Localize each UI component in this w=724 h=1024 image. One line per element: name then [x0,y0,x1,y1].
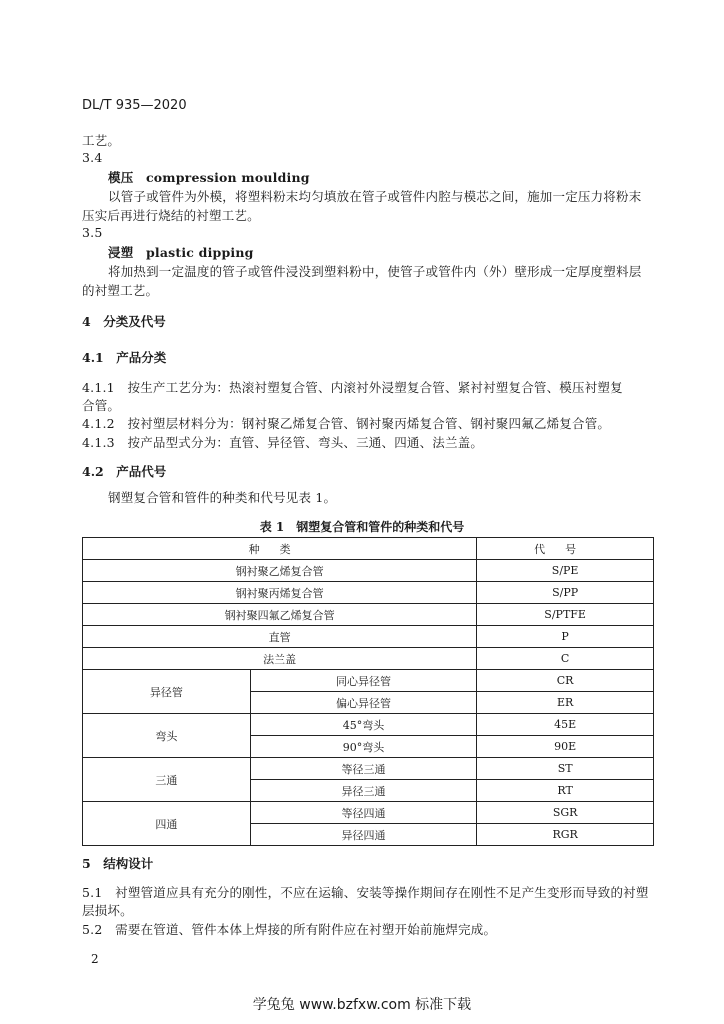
subtype-cell: 异径三通 [250,780,477,802]
definition-3-4-line2: 压实后再进行烧结的衬塑工艺。 [82,208,260,223]
definition-3-5-line1: 将加热到一定温度的管子或管件浸没到塑料粉中，使管子或管件内（外）壁形成一定厚度塑料层 [108,264,642,279]
section-4-heading: 4 分类及代号 [82,314,166,329]
code-cell: S/PE [477,560,654,582]
table-row [83,582,654,604]
subtype-cell: 等径四通 [250,802,477,824]
clause-number-3-5: 3.5 [82,225,103,240]
table-row [83,758,654,780]
subtype-cell: 同心异径管 [250,670,477,692]
term-3-4-zh: 模压 [108,170,134,185]
clause-4-1-1-line1: 4.1.1 按生产工艺分为：热滚衬塑复合管、内滚衬外浸塑复合管、紧衬衬塑复合管、模压衬塑复 [82,380,623,395]
type-cell: 钢衬聚丙烯复合管 [83,582,477,604]
code-cell: S/PTFE [477,604,654,626]
term-3-5-en: plastic dipping [145,245,254,260]
subtype-cell: 异径四通 [250,824,477,846]
table-row [83,560,654,582]
clause-5-1-line2: 层损坏。 [82,903,133,918]
section-5-heading: 5 结构设计 [82,856,154,871]
table-row [83,714,654,736]
table-row [83,802,654,824]
product-code-table [82,537,654,846]
clause-5-1-line1: 5.1 衬塑管道应具有充分的刚性，不应在运输、安装等操作期间存在刚性不足产生变形而导致的衬塑 [82,885,649,900]
term-3-5 [108,243,254,261]
code-cell: P [477,626,654,648]
subtype-cell: 等径三通 [250,758,477,780]
term-3-4 [108,168,310,186]
subtype-cell: 45°弯头 [250,714,477,736]
clause-4-1-2: 4.1.2 按衬塑层材料分为：钢衬聚乙烯复合管、钢衬聚丙烯复合管、钢衬聚四氟乙烯复合管。 [82,416,611,431]
section-4-1-heading: 4.1 产品分类 [82,350,167,365]
code-cell: ER [477,692,654,714]
subtype-cell: 90°弯头 [250,736,477,758]
code-cell: 45E [477,714,654,736]
group-cell: 三通 [83,758,251,802]
page-number: 2 [91,952,99,966]
type-cell: 法兰盖 [83,648,477,670]
document-header: DL/T 935—2020 [82,98,187,113]
table-row [83,648,654,670]
clause-number-3-4: 3.4 [82,150,103,165]
subtype-cell: 偏心异径管 [250,692,477,714]
continued-text: 工艺。 [82,133,121,148]
code-cell: RT [477,780,654,802]
clause-5-2: 5.2 需要在管道、管件本体上焊接的所有附件应在衬塑开始前施焊完成。 [82,922,497,937]
group-cell: 弯头 [83,714,251,758]
footer-watermark: 学兔兔 www.bzfxw.com 标准下载 [252,997,472,1013]
term-3-4-en: compression moulding [145,170,310,185]
header-type: 种类 [83,538,477,560]
clause-4-1-1-line2: 合管。 [82,398,121,413]
clause-4-1-3: 4.1.3 按产品型式分为：直管、异径管、弯头、三通、四通、法兰盖。 [82,435,484,450]
type-cell: 钢衬聚乙烯复合管 [83,560,477,582]
definition-3-5-line2: 的衬塑工艺。 [82,283,159,298]
code-cell: ST [477,758,654,780]
section-4-2-heading: 4.2 产品代号 [82,464,167,479]
table-row [83,670,654,692]
table-row [83,626,654,648]
header-code: 代号 [477,538,654,560]
term-3-5-zh: 浸塑 [108,245,134,260]
group-cell: 四通 [83,802,251,846]
type-cell: 钢衬聚四氟乙烯复合管 [83,604,477,626]
group-cell: 异径管 [83,670,251,714]
code-cell: CR [477,670,654,692]
code-cell: RGR [477,824,654,846]
code-cell: 90E [477,736,654,758]
table-row [83,604,654,626]
clause-4-2-text: 钢塑复合管和管件的种类和代号见表 1。 [108,490,337,505]
type-cell: 直管 [83,626,477,648]
table-caption: 表 1 钢塑复合管和管件的种类和代号 [259,520,465,534]
code-cell: SGR [477,802,654,824]
code-cell: C [477,648,654,670]
table-header-row [83,538,654,560]
code-cell: S/PP [477,582,654,604]
definition-3-4-line1: 以管子或管件为外模，将塑料粉末均匀填放在管子或管件内腔与模芯之间，施加一定压力将粉末 [108,189,642,204]
